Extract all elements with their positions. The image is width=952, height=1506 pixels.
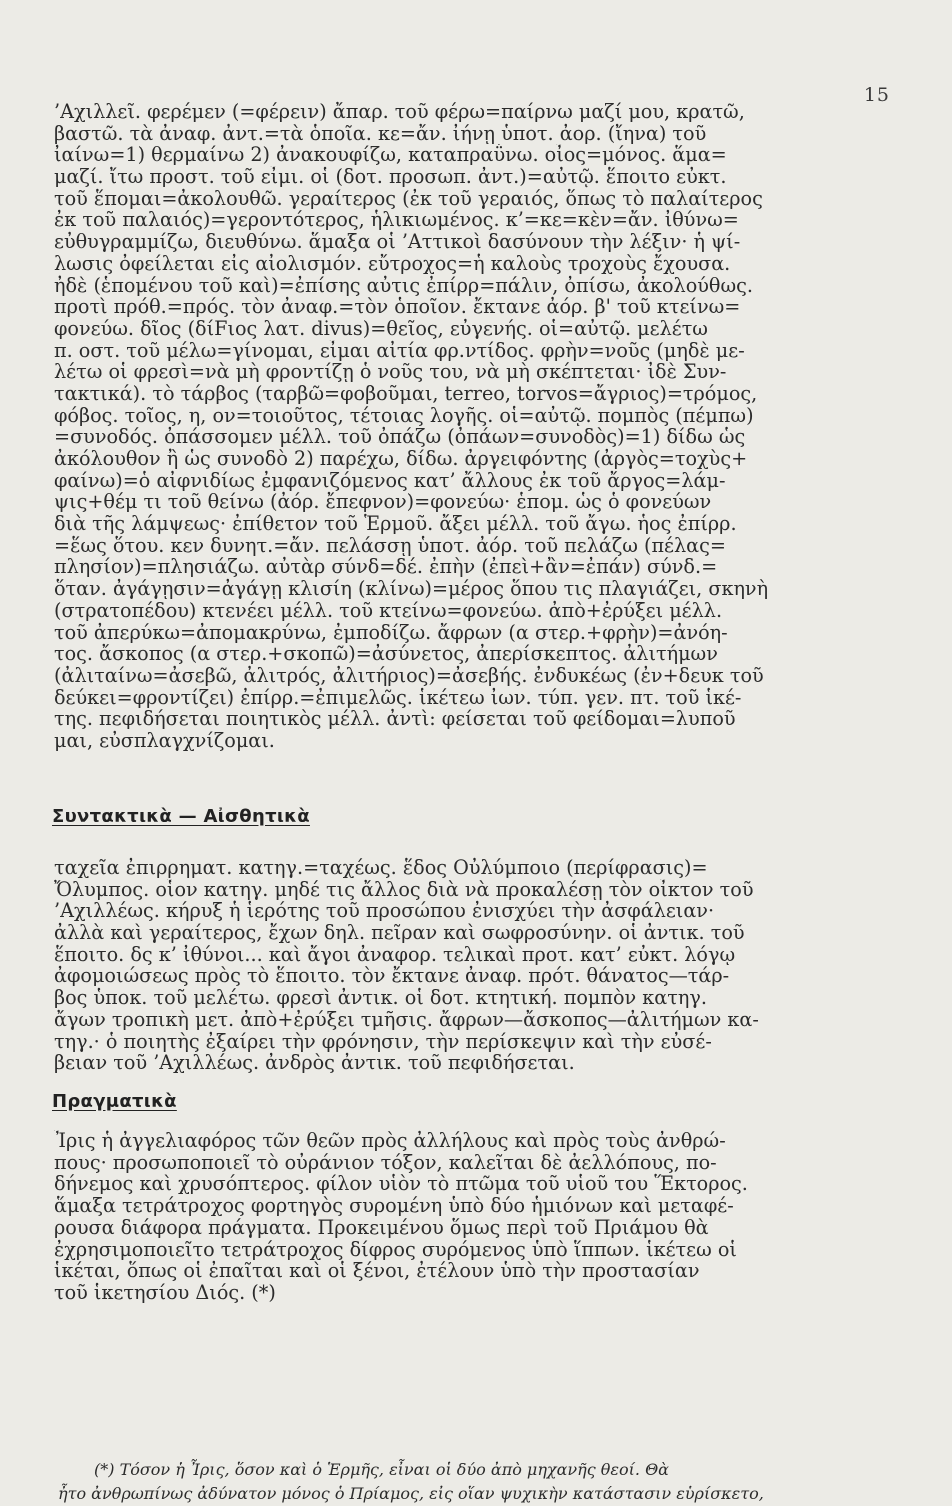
footnote-line: ἦτο ἀνθρωπίνως ἀδύνατον μόνος ὁ Πρίαμος, εἰς οἵαν ψυχικὴν κατάστασιν εὑρίσκετο, <box>58 1484 764 1503</box>
text-line: εὐθυγραμμίζω, διευθύνω. ἅμαξα οἱ ’Αττικοὶ δασύνουν τὴν λέξιν· ἡ ψί- <box>54 231 741 253</box>
text-line: βειαν τοῦ ’Αχιλλέως. ἀνδρὸς ἀντικ. τοῦ πεφιδήσεται. <box>54 1052 575 1074</box>
text-line: Ὄλυμπος. οἷον κατηγ. μηδέ τις ἄλλος διὰ νὰ προκαλέσῃ τὸν οἶκτον τοῦ <box>54 878 754 901</box>
text-line: ἐχρησιμοποιεῖτο τετράτροχος δίφρος συρόμενος ὑπὸ ἵππων. ἱκέτεω οἱ <box>54 1238 737 1261</box>
text-line: τακτικά). τὸ τάρβος (ταρβῶ=φοβοῦμαι, terreo, torvos=ἄγριος)=τρόμος, <box>54 382 758 405</box>
text-line: Ἶρις ἡ ἀγγελιαφόρος τῶν θεῶν πρὸς ἀλλήλους καὶ πρὸς τοὺς ἀνθρώ- <box>54 1130 726 1152</box>
text-line: ἠδὲ (ἑπομένου τοῦ καὶ)=ἐπίσης αὖτις ἐπίρρ=πάλιν, ὀπίσω, ἀκολούθως. <box>54 274 753 297</box>
text-line: ’Αχιλλέως. κήρυξ ἡ ἱερότης τοῦ προσώπου ἐνισχύει τὴν ἀσφάλειαν· <box>54 900 715 923</box>
text-line: βος ὑποκ. τοῦ μελέτω. φρεσὶ ἀντικ. οἱ δοτ. κτητική. πομπὸν κατηγ. <box>54 987 707 1009</box>
text-line: (στρατοπέδου) κτενέει μέλλ. τοῦ κτείνω=φονεύω. ἀπὸ+ἐρύξει μέλλ. <box>54 599 723 622</box>
text-line: ἀφομοιώσεως πρὸς τὸ ἕποιτο. τὸν ἔκτανε ἀναφ. πρότ. θάνατος—τάρ- <box>54 965 730 988</box>
footnote <box>58 1458 864 1506</box>
text-line: τοῦ ἱκετησίου Διός. (*) <box>54 1281 276 1304</box>
text-line: ὅταν. ἀγάγῃσιν=ἀγάγῃ κλισίη (κλίνω)=μέρος ὅπου τις πλαγιάζει, σκηνὴ <box>54 578 769 600</box>
text-line: ταχεῖα ἐπιρρηματ. κατηγ.=ταχέως. ἕδος Οὐλύμποιο (περίφρασις)= <box>54 857 708 879</box>
syntax-notes <box>54 857 864 1074</box>
page-number: 15 <box>863 84 890 106</box>
text-line: ’Αχιλλεῖ. φερέμεν (=φέρειν) ἄπαρ. τοῦ φέρω=παίρνω μαζί μου, κρατῶ, <box>54 101 745 123</box>
text-line: =συνοδός. ὀπάσσομεν μέλλ. τοῦ ὀπάζω (ὀπάων=συνοδὸς)=1) δίδω ὡς <box>54 426 746 448</box>
text-line: πους· προσωποποιεῖ τὸ οὐράνιον τόξον, καλεῖται δὲ ἀελλόπους, πο- <box>54 1151 717 1174</box>
text-line: μαζί. ἴτω προστ. τοῦ εἶμι. οἱ (δοτ. προσωπ. ἀντ.)=αὐτῷ. ἕποιτο εὐκτ. <box>54 166 727 188</box>
text-line: προτὶ πρόθ.=πρός. τὸν ἀναφ.=τὸν ὁποῖον. ἔκτανε ἀόρ. β' τοῦ κτείνω= <box>54 296 741 318</box>
text-line: δήνεμος καὶ χρυσόπτερος. φίλον υἱὸν τὸ πτῶμα τοῦ υἱοῦ του Ἕκτορος. <box>54 1173 748 1196</box>
text-line: μαι, εὐσπλαγχνίζομαι. <box>54 729 275 752</box>
text-line: τοῦ ἕπομαι=ἀκολουθῶ. γεραίτερος (ἐκ τοῦ γεραιός, ὅπως τὸ παλαίτερος <box>54 187 763 210</box>
text-line: =ἕως ὅτου. κεν δυνητ.=ἄν. πελάσσῃ ὑποτ. ἀόρ. τοῦ πελάζω (πέλας= <box>54 534 726 557</box>
text-line: ἄγων τροπικὴ μετ. ἀπὸ+ἐρύξει τμῆσις. ἄφρων—ἄσκοπος—ἀλιτήμων κα- <box>54 1008 759 1031</box>
text-line: (ἀλιταίνω=ἀσεβῶ, ἀλιτρός, ἀλιτήριος)=ἀσεβής. ἐνδυκέως (ἐν+δευκ τοῦ <box>54 664 764 687</box>
text-line: διὰ τῆς λάμψεως· ἐπίθετον τοῦ Ἑρμοῦ. ἄξει μέλλ. τοῦ ἄγω. ἧος ἐπίρρ. <box>54 513 737 535</box>
text-line: ρουσα διάφορα πράγματα. Προκειμένου ὅμως περὶ τοῦ Πριάμου θὰ <box>54 1216 709 1239</box>
glossary-notes <box>54 101 864 752</box>
text-line: ψις+θέμ τι τοῦ θείνω (ἀόρ. ἔπεφνον)=φονεύω· ἑπομ. ὡς ὁ φονεύων <box>54 491 712 514</box>
text-line: ἕποιτο. δς κ’ ἰθύνοι... καὶ ἄγοι ἀναφορ. τελικαὶ προτ. κατ’ εὐκτ. λόγῳ <box>54 943 736 966</box>
text-line: ἰαίνω=1) θερμαίνω 2) ἀνακουφίζω, καταπραΰνω. οἶος=μόνος. ἅμα= <box>54 144 727 167</box>
text-line: ἀλλὰ καὶ γεραίτερος, ἔχων δηλ. πεῖραν καὶ σωφροσύνην. οἱ ἀντικ. τοῦ <box>54 922 745 944</box>
footnote-line: (*) Τόσον ἡ Ἶρις, ὅσον καὶ ὁ Ἑρμῆς, εἶναι οἱ δύο ἀπὸ μηχανῆς θεοί. Θὰ <box>94 1460 669 1479</box>
text-line: τηγ.· ὁ ποιητὴς ἐξαίρει τὴν φρόνησιν, τὴν περίσκεψιν καὶ τὴν εὐσέ- <box>54 1030 712 1053</box>
section-heading-syntax: Συντακτικὰ — Αἰσθητικὰ <box>52 806 310 827</box>
text-line: πλησίον)=πλησιάζω. αὐτὰρ σύνδ=δέ. ἐπὴν (ἐπεὶ+ἂν=ἐπάν) σύνδ.= <box>54 556 718 579</box>
text-line: βαστῶ. τὰ ἀναφ. ἀντ.=τὰ ὁποῖα. κε=ἄν. ἰήνῃ ὑποτ. ἀορ. (ἴηνα) τοῦ <box>54 122 707 145</box>
text-line: λέτω οἱ φρεσὶ=νὰ μὴ φροντίζῃ ὁ νοῦς του, νὰ μὴ σκέπτεται· ἰδὲ Συν- <box>54 361 727 383</box>
text-line: τος. ἄσκοπος (α στερ.+σκοπῶ)=ἀσύνετος, ἀπερίσκεπτος. ἀλιτήμων <box>54 643 718 665</box>
text-line: της. πεφιδήσεται ποιητικὸς μέλλ. ἀντὶ: φείσεται τοῦ φείδομαι=λυποῦ <box>54 708 736 730</box>
section-heading-pragmatika: Πραγματικὰ <box>52 1091 177 1112</box>
text-line: ἀκόλουθον ἢ ὡς συνοδὸ 2) παρέχω, δίδω. ἀργειφόντης (ἀργὸς=τοχὺς+ <box>54 448 748 470</box>
text-line: π. οστ. τοῦ μέλω=γίνομαι, εἶμαι αἰτία φρ.ντίδος. φρὴν=νοῦς (μηδὲ με- <box>54 339 745 362</box>
text-line: φαίνω)=ὁ αἰφνιδίως ἐμφανιζόμενος κατ’ ἄλλους ἐκ τοῦ ἄργος=λάμ- <box>54 469 726 492</box>
pragmatika-notes <box>54 1130 864 1304</box>
text-line: ἱκέται, ὅπως οἱ ἐπαῖται καὶ οἱ ξένοι, ἐτέλουν ὑπὸ τὴν προστασίαν <box>54 1260 700 1282</box>
text-line: ἅμαξα τετράτροχος φορτηγὸς συρομένη ὑπὸ δύο ἡμιόνων καὶ μεταφέ- <box>54 1195 734 1217</box>
text-line: λωσις ὀφείλεται εἰς αἰολισμόν. εὔτροχος=ἡ καλοὺς τροχοὺς ἔχουσα. <box>54 252 731 275</box>
text-line: ἐκ τοῦ παλαιός)=γεροντότερος, ἡλικιωμένος. κ’=κε=κὲν=ἄν. ἰθύνω= <box>54 209 739 232</box>
text-line: τοῦ ἀπερύκω=ἀπομακρύνω, ἐμποδίζω. ἄφρων (α στερ.+φρὴν)=ἀνόη- <box>54 621 728 644</box>
text-line: δεύκει=φροντίζει) ἐπίρρ.=ἐπιμελῶς. ἱκέτεω ἰων. τύπ. γεν. πτ. τοῦ ἱκέ- <box>54 686 742 709</box>
text-line: φόβος. τοῖος, η, ον=τοιοῦτος, τέτοιας λογῆς. οἱ=αὐτῷ. πομπὸς (πέμπω) <box>54 404 754 427</box>
text-line: φονεύω. δῖος (δίFιος λατ. divus)=θεῖος, εὐγενής. οἱ=αὐτῷ. μελέτω <box>54 317 708 340</box>
